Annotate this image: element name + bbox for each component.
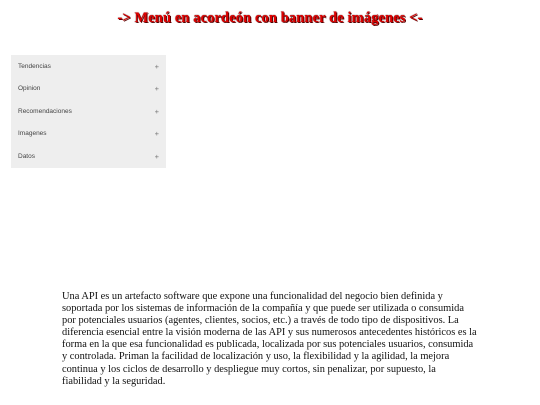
plus-icon: + xyxy=(154,106,159,116)
plus-icon: + xyxy=(154,151,159,161)
accordion-item-imagenes[interactable] xyxy=(11,123,166,146)
accordion-item-label: Recomendaciones xyxy=(18,107,72,115)
accordion-item-label: Imagenes xyxy=(18,130,47,138)
accordion-item-tendencias[interactable] xyxy=(11,55,166,78)
plus-icon: + xyxy=(154,61,159,71)
page-title: -> Menú en acordeón con banner de imágenes <- xyxy=(117,10,423,26)
plus-icon: + xyxy=(154,129,159,138)
accordion-menu xyxy=(11,55,166,168)
plus-icon: + xyxy=(154,84,159,93)
accordion-item-label: Opinion xyxy=(18,85,41,93)
accordion-item-recomendaciones[interactable] xyxy=(11,100,166,123)
accordion-item-datos[interactable] xyxy=(11,145,166,168)
accordion-item-label: Datos xyxy=(18,152,35,160)
accordion-item-opinion[interactable] xyxy=(11,78,166,101)
accordion-item-label: Tendencias xyxy=(18,62,51,70)
api-description-paragraph: Una API es un artefacto software que expone una funcionalidad del negocio bien definida y soportada por los sistemas de información de la compañía y que puede ser utilizada o consumida por potenciales usuarios (agentes, clientes, socios, etc.) a través de todo tipo de dispositivos. La diferencia esencial entre la visión moderna de las API y sus numerosos antecedentes históricos es la forma en la que esa funcionalidad es publicada, localizada por sus potenciales usuarios, consumida y controlada. Priman la facilidad de localización y uso, la flexibilidad y la agilidad, la mejora continua y los ciclos de desarrollo y despliegue muy cortos, sin penalizar, por supuesto, la fiabilidad y la seguridad. xyxy=(62,291,477,387)
